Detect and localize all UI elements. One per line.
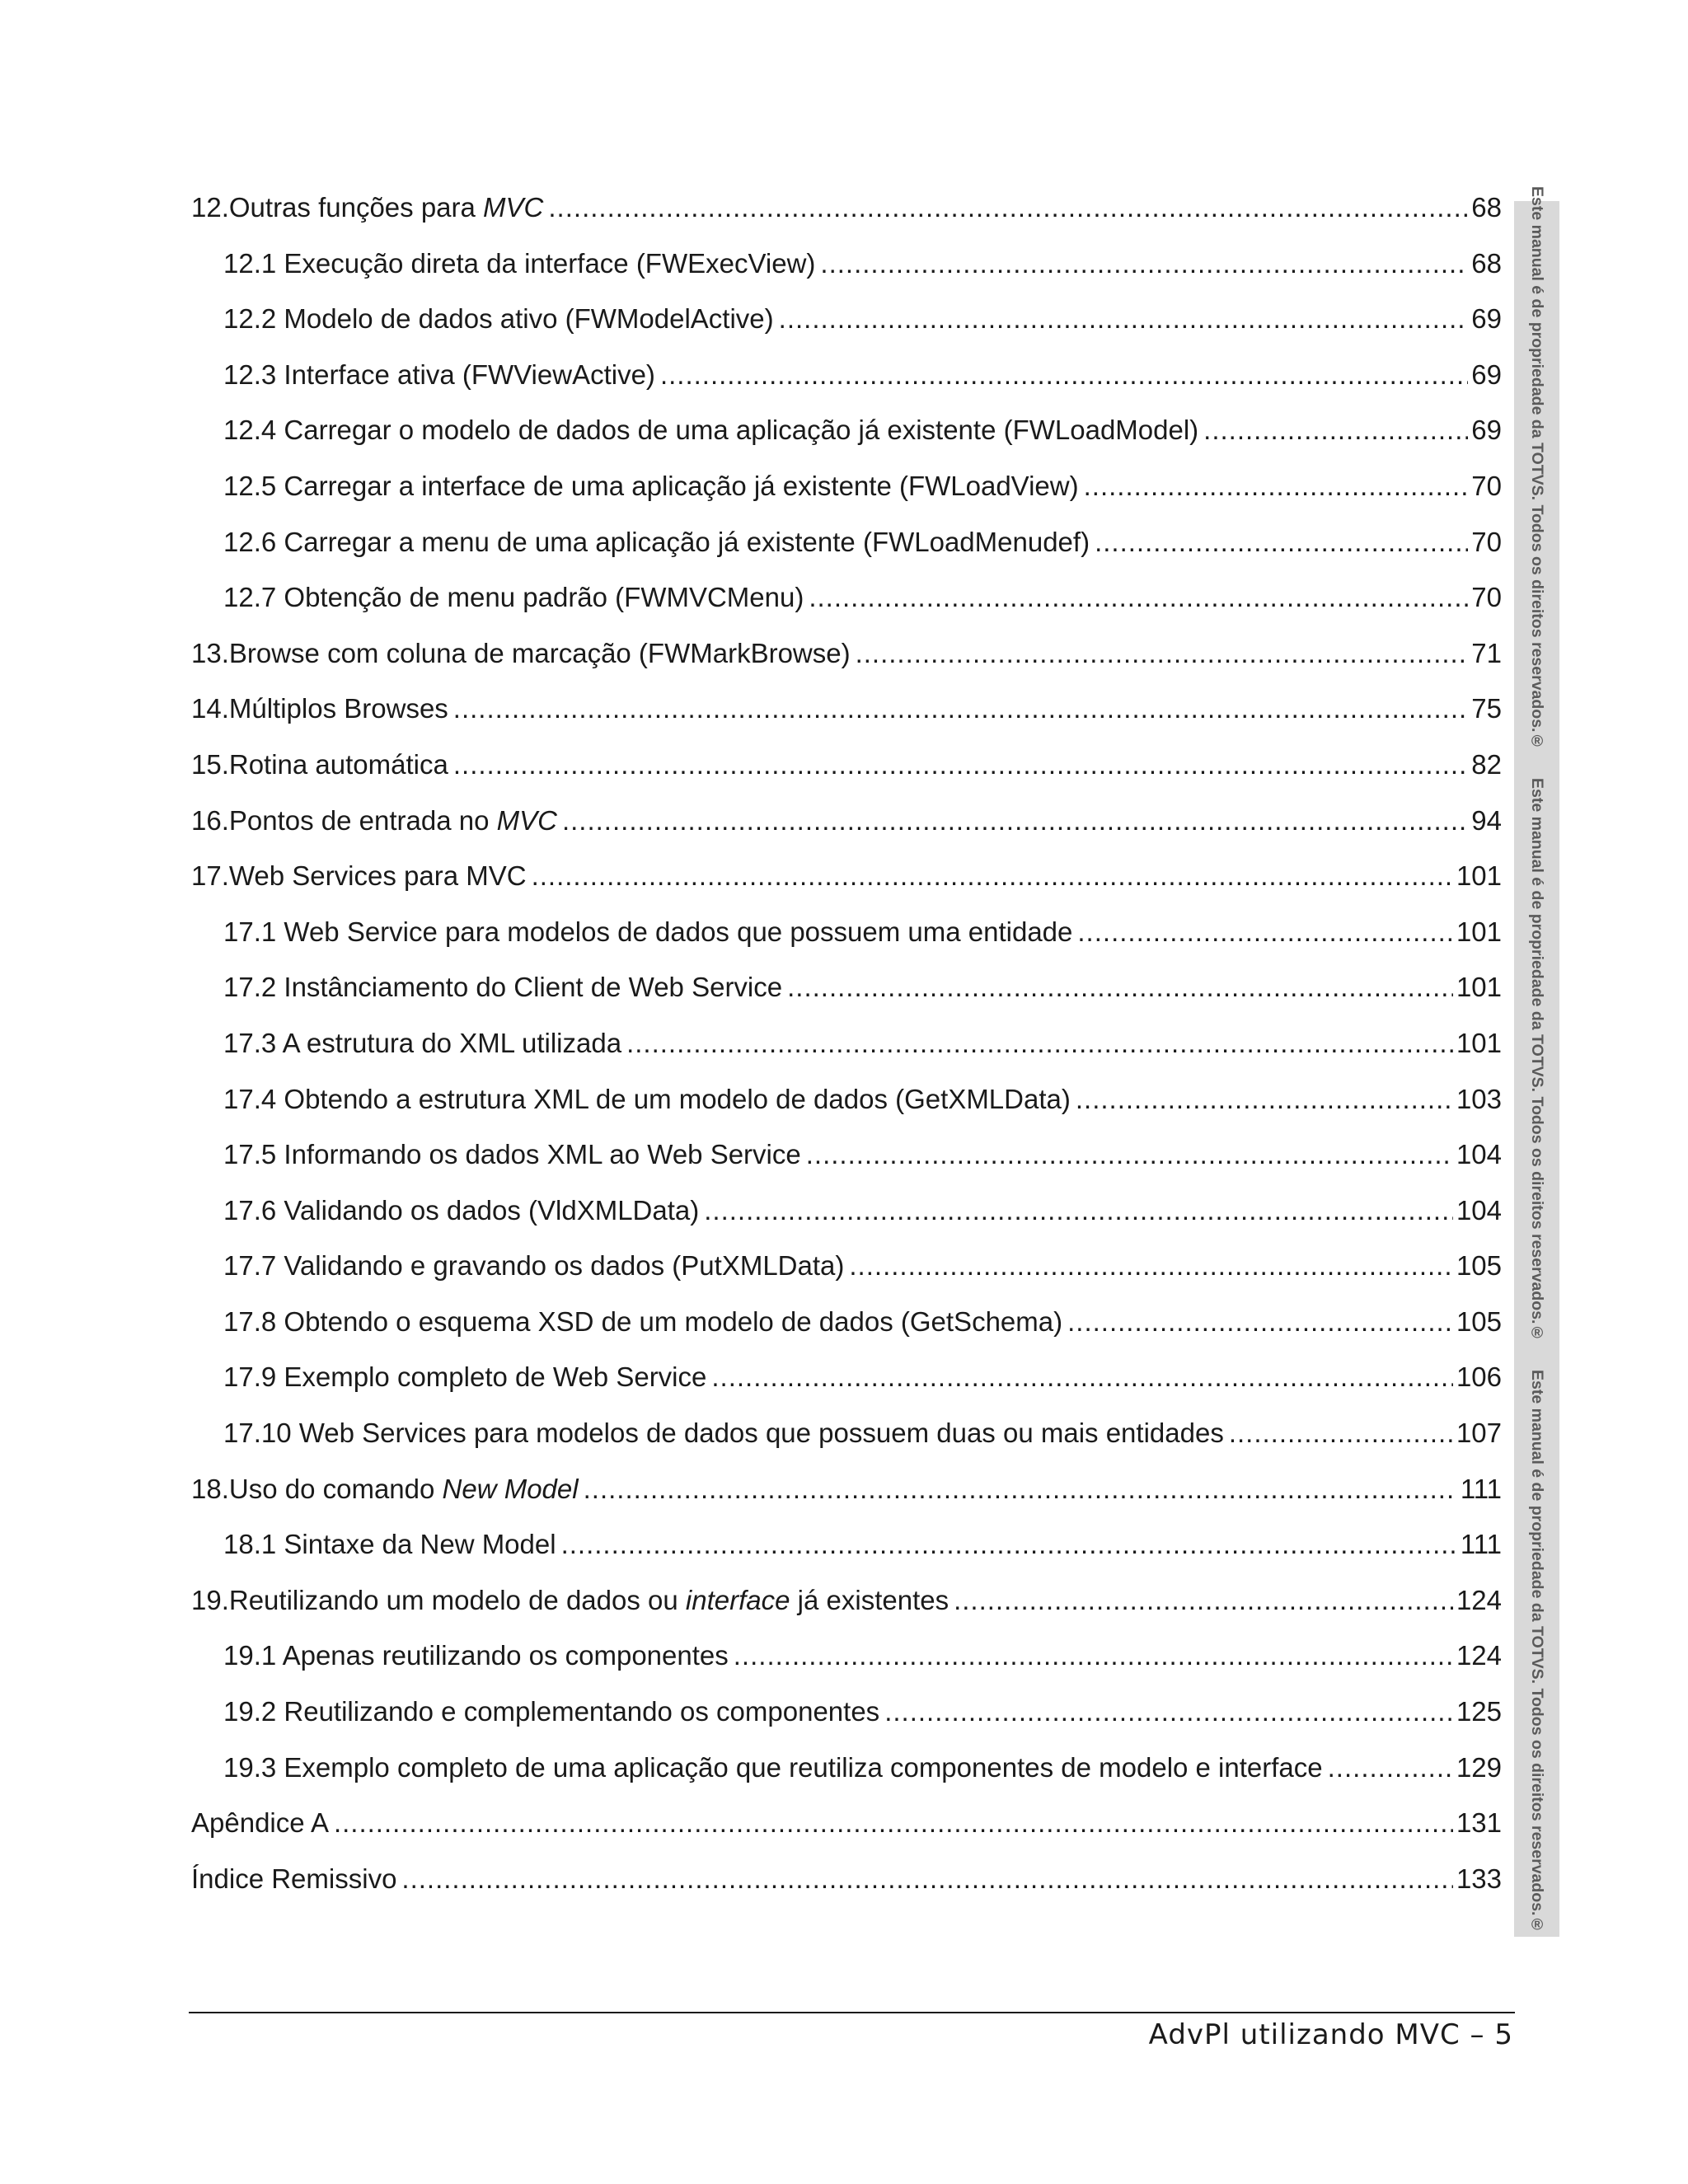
toc-page-number: 101	[1456, 916, 1502, 947]
toc-entry-title-text: 17.6 Validando os dados (VldXMLData)	[223, 1194, 700, 1226]
toc-entry-title-text: 19.2 Reutilizando e complementando os componentes	[223, 1696, 880, 1727]
toc-leader-dots	[453, 748, 1468, 781]
toc-entry[interactable]	[191, 1473, 1502, 1529]
toc-entry-title-text: 19.3 Exemplo completo de uma aplicação que reutiliza componentes de modelo e interface	[223, 1751, 1323, 1783]
toc-entry-title-text: 12.6 Carregar a menu de uma aplicação já existente (FWLoadMenudef)	[223, 526, 1090, 557]
toc-entry-title	[191, 1807, 329, 1840]
toc-leader-dots	[548, 191, 1468, 224]
toc-page-number: 70	[1471, 526, 1502, 557]
toc-leader-dots	[704, 1194, 1453, 1227]
toc-entry-title	[223, 1751, 1323, 1784]
toc-page-number: 71	[1471, 637, 1502, 668]
toc-entry[interactable]	[191, 470, 1502, 526]
toc-entry-title-text: Apêndice A	[191, 1807, 329, 1839]
copyright-note-text: Este manual é de propriedade da TOTVS. Todos os direitos reservados.®	[1528, 777, 1546, 1343]
toc-leader-dots	[820, 247, 1468, 280]
toc-entry-title-text: 19.1 Apenas reutilizando os componentes	[223, 1640, 729, 1671]
toc-entry[interactable]	[191, 1083, 1502, 1139]
toc-entry-title	[223, 916, 1072, 949]
toc-entry[interactable]	[191, 1305, 1502, 1361]
toc-entry-title-text: 12.5 Carregar a interface de uma aplicação já existente (FWLoadView)	[223, 470, 1079, 501]
toc-entry-title	[191, 748, 448, 781]
toc-leader-dots	[660, 359, 1468, 391]
toc-leader-dots	[856, 637, 1469, 670]
toc-leader-dots	[532, 860, 1453, 893]
toc-entry[interactable]	[191, 302, 1502, 359]
toc-entry-title	[191, 637, 851, 670]
toc-entry-title	[223, 1639, 729, 1672]
toc-entry-title-text: 12.4 Carregar o modelo de dados de uma aplicação já existente (FWLoadModel)	[223, 415, 1199, 446]
toc-entry-title-text: 17.9 Exemplo completo de Web Service	[223, 1361, 707, 1393]
toc-entry-title-text: 12.Outras funções para	[191, 192, 484, 223]
toc-entry-title	[223, 1528, 556, 1561]
toc-entry-title-text: 17.10 Web Services para modelos de dados que possuem duas ou mais entidades	[223, 1418, 1224, 1449]
toc-entry-title	[223, 359, 655, 391]
toc-page-number: 106	[1456, 1361, 1502, 1393]
toc-entry-title-emphasis: MVC	[483, 192, 544, 223]
toc-entry-title-text: 17.1 Web Service para modelos de dados que possuem uma entidade	[223, 916, 1073, 947]
toc-page-number: 69	[1471, 415, 1502, 446]
toc-entry[interactable]	[191, 1807, 1502, 1863]
toc-entry-title	[223, 526, 1090, 559]
toc-entry[interactable]	[191, 526, 1502, 582]
toc-page-number: 103	[1456, 1083, 1502, 1114]
toc-page-number: 101	[1456, 1027, 1502, 1058]
toc-entry-title	[223, 1249, 844, 1282]
toc-leader-dots	[787, 971, 1453, 1004]
toc-entry-title-text: 12.1 Execução direta da interface (FWExecView)	[223, 247, 816, 279]
toc-leader-dots	[1084, 470, 1469, 503]
toc-page-number: 111	[1460, 1473, 1502, 1504]
toc-leader-dots	[334, 1807, 1453, 1840]
toc-entry[interactable]	[191, 1528, 1502, 1584]
toc-entry-title-text: 18.1 Sintaxe da New Model	[223, 1529, 556, 1560]
toc-entry-title	[223, 581, 804, 614]
toc-entry[interactable]	[191, 1695, 1502, 1751]
toc-entry[interactable]	[191, 748, 1502, 804]
toc-page-number: 101	[1456, 972, 1502, 1003]
toc-entry-title-text: 15.Rotina automática	[191, 748, 448, 780]
toc-entry-title-text: 16.Pontos de entrada no	[191, 804, 497, 836]
toc-page-number: 111	[1460, 1529, 1502, 1560]
toc-entry-title	[191, 191, 543, 224]
toc-leader-dots	[809, 581, 1468, 614]
toc-entry[interactable]	[191, 971, 1502, 1027]
table-of-contents	[191, 191, 1502, 1918]
toc-entry-title-text: 12.7 Obtenção de menu padrão (FWMVCMenu)	[223, 582, 804, 613]
toc-leader-dots	[562, 804, 1468, 837]
toc-entry-title-text: 17.Web Services para MVC	[191, 860, 527, 892]
toc-entry-title	[191, 804, 557, 837]
toc-entry-title	[223, 414, 1198, 447]
toc-leader-dots	[1077, 916, 1453, 949]
toc-entry-title-emphasis: MVC	[496, 804, 557, 836]
toc-entry[interactable]	[191, 1027, 1502, 1083]
toc-entry-title-text: 17.3 A estrutura do XML utilizada	[223, 1027, 622, 1058]
toc-entry-title	[191, 1473, 579, 1506]
toc-leader-dots	[561, 1528, 1457, 1561]
toc-page-number: 104	[1456, 1139, 1502, 1170]
toc-entry-title-text: 12.2 Modelo de dados ativo (FWModelActive)	[223, 303, 774, 335]
toc-entry[interactable]	[191, 1863, 1502, 1919]
toc-page-number: 68	[1471, 247, 1502, 279]
toc-entry-title	[223, 971, 782, 1004]
toc-entry[interactable]	[191, 1361, 1502, 1417]
toc-leader-dots	[884, 1695, 1453, 1728]
toc-leader-dots	[626, 1027, 1453, 1060]
toc-page-number: 101	[1456, 860, 1502, 892]
toc-page-number: 68	[1471, 192, 1502, 223]
toc-entry[interactable]	[191, 860, 1502, 916]
toc-page-number: 82	[1471, 748, 1502, 780]
toc-page-number: 105	[1456, 1305, 1502, 1337]
toc-entry-title	[223, 247, 815, 280]
toc-leader-dots	[711, 1361, 1453, 1394]
toc-entry-title-text: 17.8 Obtendo o esquema XSD de um modelo de dados (GetSchema)	[223, 1305, 1063, 1337]
toc-leader-dots	[734, 1639, 1453, 1672]
toc-entry-title	[223, 302, 774, 335]
toc-entry-title-text: 17.4 Obtendo a estrutura XML de um modelo de dados (GetXMLData)	[223, 1083, 1071, 1114]
toc-leader-dots	[1076, 1083, 1453, 1116]
toc-entry[interactable]	[191, 1138, 1502, 1194]
toc-page-number: 70	[1471, 470, 1502, 501]
toc-entry-title	[223, 1194, 699, 1227]
toc-entry[interactable]	[191, 191, 1502, 247]
copyright-note	[1514, 777, 1559, 1343]
toc-page-number: 125	[1456, 1696, 1502, 1727]
toc-entry-title	[223, 1083, 1071, 1116]
toc-entry-title	[223, 470, 1079, 503]
toc-entry[interactable]	[191, 804, 1502, 860]
toc-page-number: 124	[1456, 1584, 1502, 1615]
toc-entry-title	[223, 1138, 801, 1171]
toc-entry[interactable]	[191, 692, 1502, 748]
toc-entry-title	[191, 1863, 396, 1896]
toc-leader-dots	[584, 1473, 1457, 1506]
toc-entry-title-text: 12.3 Interface ativa (FWViewActive)	[223, 359, 655, 390]
toc-entry[interactable]	[191, 414, 1502, 470]
toc-leader-dots	[954, 1584, 1453, 1617]
toc-leader-dots	[779, 302, 1469, 335]
toc-page-number: 70	[1471, 582, 1502, 613]
toc-entry-title	[223, 1361, 706, 1394]
toc-page-number: 124	[1456, 1640, 1502, 1671]
toc-entry-title	[223, 1305, 1062, 1338]
toc-page-number: 75	[1471, 693, 1502, 724]
toc-page-number: 94	[1471, 804, 1502, 836]
toc-entry-title-text: 19.Reutilizando um modelo de dados ou	[191, 1584, 686, 1615]
toc-entry[interactable]	[191, 1584, 1502, 1640]
toc-page-number: 133	[1456, 1863, 1502, 1894]
toc-entry-title-text: 17.2 Instânciamento do Client de Web Service	[223, 972, 783, 1003]
toc-leader-dots	[1328, 1751, 1453, 1784]
toc-page-number: 107	[1456, 1418, 1502, 1449]
toc-leader-dots	[806, 1138, 1453, 1171]
toc-page-number: 69	[1471, 359, 1502, 390]
toc-entry[interactable]	[191, 916, 1502, 972]
toc-entry-title	[223, 1417, 1224, 1450]
toc-entry-title-text: 17.7 Validando e gravando os dados (PutXMLData)	[223, 1250, 845, 1282]
toc-entry-title	[191, 692, 448, 725]
toc-leader-dots	[1229, 1417, 1453, 1450]
toc-entry-title-text: 14.Múltiplos Browses	[191, 693, 448, 724]
toc-entry-title	[223, 1027, 621, 1060]
toc-entry[interactable]	[191, 637, 1502, 693]
toc-entry[interactable]	[191, 1639, 1502, 1695]
copyright-note	[1514, 185, 1559, 751]
toc-leader-dots	[1067, 1305, 1453, 1338]
toc-entry-title-emphasis: interface	[685, 1584, 790, 1615]
toc-entry-title-suffix: já existentes	[790, 1584, 950, 1615]
page-footer: AdvPl utilizando MVC – 5	[1148, 2018, 1513, 2051]
toc-page-number: 69	[1471, 303, 1502, 335]
copyright-note-text: Este manual é de propriedade da TOTVS. Todos os direitos reservados.®	[1528, 185, 1546, 751]
toc-leader-dots	[1095, 526, 1468, 559]
toc-page-number: 131	[1456, 1807, 1502, 1839]
copyright-note	[1514, 1369, 1559, 1934]
toc-entry-title	[191, 1584, 949, 1617]
toc-entry-title	[191, 860, 527, 893]
toc-entry-title-emphasis: New Model	[442, 1473, 579, 1504]
toc-entry-title-text: Índice Remissivo	[191, 1863, 397, 1894]
toc-entry[interactable]	[191, 1751, 1502, 1807]
toc-entry-title-text: 17.5 Informando os dados XML ao Web Service	[223, 1139, 801, 1170]
toc-entry-title	[223, 1695, 879, 1728]
toc-page-number: 129	[1456, 1751, 1502, 1783]
toc-entry-title-text: 13.Browse com coluna de marcação (FWMarkBrowse)	[191, 637, 851, 668]
toc-entry[interactable]	[191, 1417, 1502, 1473]
toc-entry[interactable]	[191, 1249, 1502, 1305]
toc-leader-dots	[401, 1863, 1453, 1896]
toc-page-number: 105	[1456, 1250, 1502, 1282]
toc-leader-dots	[453, 692, 1468, 725]
toc-leader-dots	[849, 1249, 1453, 1282]
toc-entry-title-text: 18.Uso do comando	[191, 1473, 443, 1504]
toc-leader-dots	[1203, 414, 1468, 447]
footer-rule	[189, 2012, 1515, 2013]
copyright-note-text: Este manual é de propriedade da TOTVS. Todos os direitos reservados.®	[1528, 1369, 1546, 1934]
toc-page-number: 104	[1456, 1194, 1502, 1226]
toc-entry[interactable]	[191, 247, 1502, 303]
toc-entry[interactable]	[191, 581, 1502, 637]
toc-entry[interactable]	[191, 359, 1502, 415]
toc-entry[interactable]	[191, 1194, 1502, 1250]
